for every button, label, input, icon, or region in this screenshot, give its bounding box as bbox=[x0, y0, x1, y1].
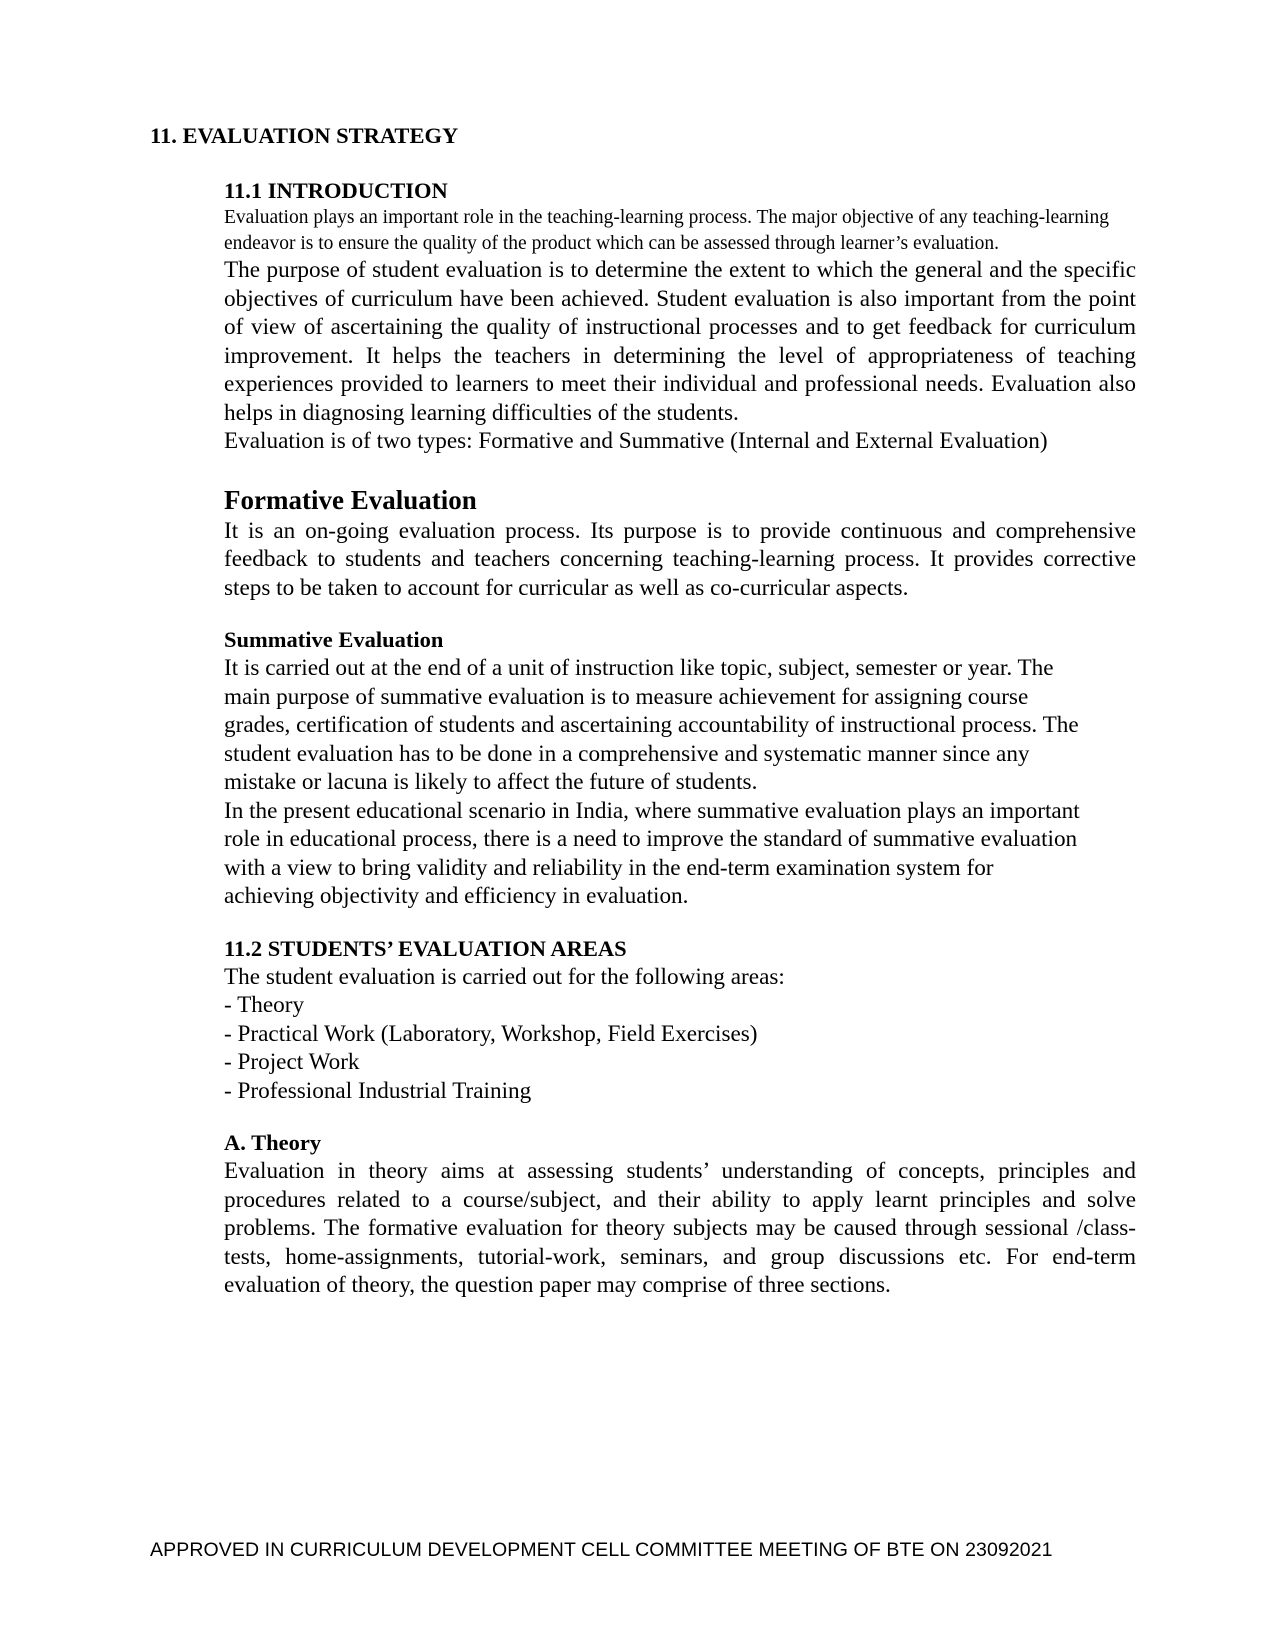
formative-heading: Formative Evaluation bbox=[224, 484, 477, 515]
evaluation-areas-intro: The student evaluation is carried out for the following areas: bbox=[224, 963, 785, 990]
theory-heading: A. Theory bbox=[224, 1130, 322, 1155]
evaluation-areas-heading: 11.2 STUDENTS’ EVALUATION AREAS bbox=[224, 935, 627, 961]
summative-paragraph-1: It is carried out at the end of a unit of instruction like topic, subject, semester or year. The main purpose of summative evaluation is to measure achievement for assigning course grades, certification of students and ascertaining accountability of instructional process. The student evaluation has to be done in a comprehensive and systematic manner since any mistake or lacuna is likely to affect the future of students. bbox=[224, 655, 1079, 795]
theory-section bbox=[224, 1129, 1136, 1300]
summative-paragraph-2: In the present educational scenario in India, where summative evaluation plays an important role in educational process, there is a need to improve the standard of summative evaluation with a view to bring validity and reliability in the end-term examination system for achieving objectivity and efficiency in evaluation. bbox=[224, 797, 1080, 909]
introduction-section bbox=[224, 177, 1136, 456]
list-item: - Theory bbox=[224, 992, 305, 1018]
theory-paragraph: Evaluation in theory aims at assessing students’ understanding of concepts, principles and procedures related to a course/subject, and their ability to apply learnt principles and solve problems. The formative evaluation for theory subjects may be caused through sessional /class-tests, home-assignments, tutorial-work, seminars, and group discussions etc. For end-term evaluation of theory, the question paper may comprise of three sections. bbox=[224, 1158, 1136, 1298]
main-heading: 11. EVALUATION STRATEGY bbox=[150, 123, 459, 148]
summative-heading: Summative Evaluation bbox=[224, 627, 444, 652]
formative-paragraph: It is an on-going evaluation process. Its purpose is to provide continuous and comprehensive feedback to students and teachers concerning teaching-learning process. It provides corrective steps to be taken to account for curricular as well as co-curricular aspects. bbox=[224, 517, 1136, 601]
evaluation-types-line: Evaluation is of two types: Formative and Summative (Internal and External Evaluation) bbox=[224, 428, 1048, 454]
list-item: - Practical Work (Laboratory, Workshop, Field Exercises) bbox=[224, 1020, 758, 1047]
evaluation-areas-section bbox=[224, 935, 1136, 1106]
introduction-small-text: Evaluation plays an important role in the teaching-learning process. The major objective of any teaching-learning endeavor is to ensure the quality of the product which can be assessed through learner’s evaluation. bbox=[224, 207, 1109, 254]
introduction-heading: 11.1 INTRODUCTION bbox=[224, 178, 448, 203]
list-item: - Professional Industrial Training bbox=[224, 1077, 532, 1104]
list-item: - Project Work bbox=[224, 1049, 360, 1075]
approval-footer: APPROVED IN CURRICULUM DEVELOPMENT CELL COMMITTEE MEETING OF BTE ON 23092021 bbox=[150, 1539, 1053, 1561]
formative-section bbox=[224, 483, 1136, 603]
document-body bbox=[224, 177, 1136, 1300]
evaluation-areas-list bbox=[224, 991, 1136, 1105]
summative-section bbox=[224, 626, 1136, 911]
introduction-paragraph: The purpose of student evaluation is to determine the extent to which the general and the specific objectives of curriculum have been achieved. Student evaluation is also important from the point of view of ascertaining the quality of instructional processes and to get feedback for curriculum improvement. It helps the teachers in determining the level of appropriateness of teaching experiences provided to learners to meet their individual and professional needs. Evaluation also helps in diagnosing learning difficulties of the students. bbox=[224, 257, 1136, 426]
